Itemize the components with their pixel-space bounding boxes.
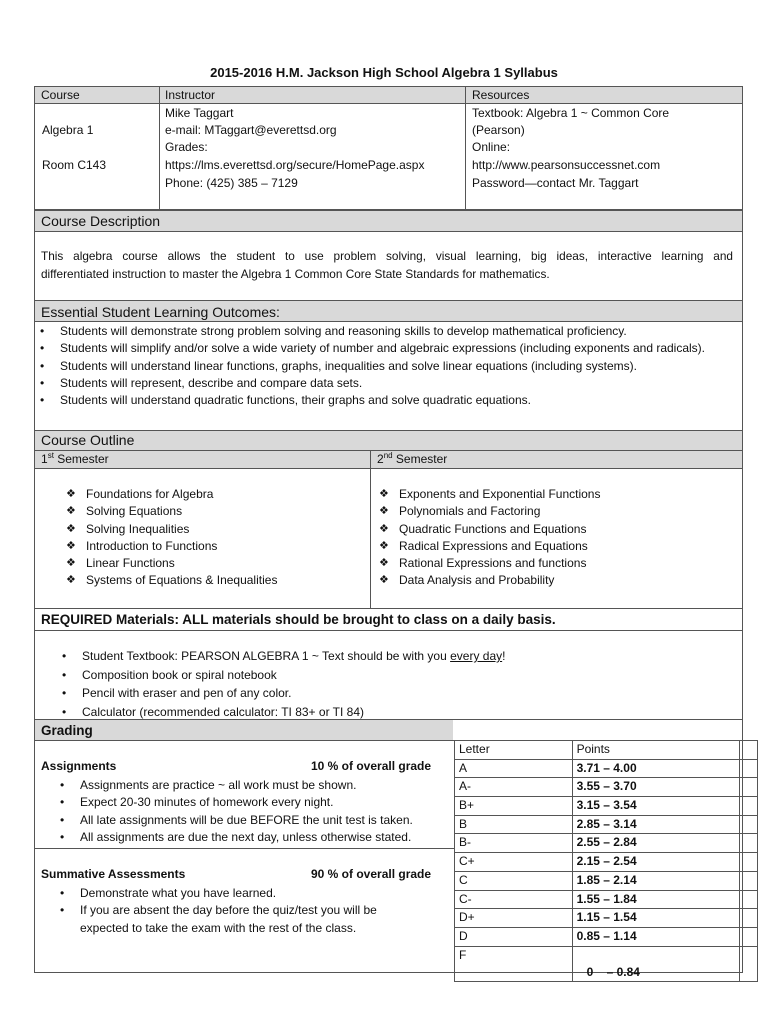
- summative-weight: 90 % of overall grade: [311, 867, 432, 881]
- points-cell: 0 – 0.84: [572, 946, 739, 981]
- description-line-1: This algebra course allows the student to use problem solving, visual learning, big ideas, interactive learning and: [41, 249, 733, 263]
- grading-scale-table: [454, 740, 758, 982]
- textbook-line: Textbook: Algebra 1 ~ Common Core: [472, 106, 670, 120]
- table-row: [455, 871, 758, 890]
- materials-list: [56, 647, 505, 721]
- topic-item: ❖ Introduction to Functions: [64, 538, 277, 555]
- semester-2-topics: [377, 486, 600, 590]
- instructor-phone: Phone: (425) 385 – 7129: [165, 176, 298, 190]
- points-cell: 2.15 – 2.54: [572, 853, 739, 872]
- course-header: Course: [41, 88, 80, 102]
- points-cell: 3.71 – 4.00: [572, 759, 739, 778]
- points-cell: 0.85 – 1.14: [572, 927, 739, 946]
- materials-heading: REQUIRED Materials: ALL materials should be brought to class on a daily basis.: [41, 612, 556, 627]
- points-cell: 3.55 – 3.70: [572, 778, 739, 797]
- topic-item: ❖ Linear Functions: [64, 555, 277, 572]
- resources-header: Resources: [472, 88, 530, 102]
- assignments-title: Assignments: [41, 759, 117, 773]
- letter-cell: C-: [455, 890, 573, 909]
- material-item: • Composition book or spiral notebook: [56, 666, 505, 685]
- letter-cell: D+: [455, 909, 573, 928]
- password-line: Password—contact Mr. Taggart: [472, 176, 639, 190]
- table-row: [455, 946, 758, 981]
- assignments-weight: 10 % of overall grade: [311, 759, 432, 773]
- topic-item: ❖ Systems of Equations & Inequalities: [64, 572, 277, 589]
- semester-1-header: 1st Semester: [41, 451, 109, 466]
- outcome-item: • Students will simplify and/or solve a wide variety of number and algebraic expressions (including exponents and radicals).: [36, 340, 716, 357]
- letter-cell: A: [455, 759, 573, 778]
- summative-rule: • If you are absent the day before the quiz/test you will be expected to take the exam with the rest of the class.: [56, 902, 416, 937]
- letter-cell: B-: [455, 834, 573, 853]
- topic-item: ❖ Radical Expressions and Equations: [377, 538, 600, 555]
- table-row: [455, 834, 758, 853]
- page-title: 2015-2016 H.M. Jackson High School Algebra 1 Syllabus: [210, 65, 558, 80]
- points-cell: 3.15 – 3.54: [572, 797, 739, 816]
- table-row: [455, 927, 758, 946]
- table-row: [455, 778, 758, 797]
- table-row: [455, 815, 758, 834]
- letter-cell: C+: [455, 853, 573, 872]
- table-row: [455, 759, 758, 778]
- topic-item: ❖ Data Analysis and Probability: [377, 572, 600, 589]
- points-cell: 2.85 – 3.14: [572, 815, 739, 834]
- course-name: Algebra 1: [42, 123, 94, 137]
- letter-cell: C: [455, 871, 573, 890]
- letter-cell: D: [455, 927, 573, 946]
- points-header: Points: [572, 741, 739, 760]
- table-row: [455, 909, 758, 928]
- points-cell: 1.55 – 1.84: [572, 890, 739, 909]
- table-row: [455, 797, 758, 816]
- grades-link[interactable]: https://lms.everettsd.org/secure/HomePage.aspx: [165, 158, 425, 172]
- topic-item: ❖ Foundations for Algebra: [64, 486, 277, 503]
- material-item: • Student Textbook: PEARSON ALGEBRA 1 ~ Text should be with you every day!: [56, 647, 505, 666]
- instructor-email[interactable]: e-mail: MTaggart@everettsd.org: [165, 123, 337, 137]
- assignments-list: [56, 777, 413, 846]
- assignment-rule: • All assignments are due the next day, unless otherwise stated.: [56, 829, 413, 846]
- outline-heading: Course Outline: [41, 432, 135, 448]
- assignment-rule: • Expect 20-30 minutes of homework every night.: [56, 794, 413, 811]
- table-row: [455, 853, 758, 872]
- summative-title: Summative Assessments: [41, 867, 186, 881]
- outcome-item: • Students will represent, describe and compare data sets.: [36, 375, 716, 392]
- material-item: • Pencil with eraser and pen of any color.: [56, 684, 505, 703]
- outcome-item: • Students will understand linear functions, graphs, inequalities and solve linear equations (including systems).: [36, 358, 716, 375]
- room-number: Room C143: [42, 158, 107, 172]
- topic-item: ❖ Exponents and Exponential Functions: [377, 486, 600, 503]
- points-cell: 1.85 – 2.14: [572, 871, 739, 890]
- instructor-name: Mike Taggart: [165, 106, 234, 120]
- letter-header: Letter: [455, 741, 573, 760]
- summative-list: [56, 885, 416, 937]
- outcome-item: • Students will understand quadratic functions, their graphs and solve quadratic equations.: [36, 392, 716, 409]
- assignment-rule: • All late assignments will be due BEFORE the unit test is taken.: [56, 812, 413, 829]
- material-item: • Calculator (recommended calculator: TI 83+ or TI 84): [56, 703, 505, 722]
- letter-cell: B+: [455, 797, 573, 816]
- topic-item: ❖ Quadratic Functions and Equations: [377, 521, 600, 538]
- grades-label: Grades:: [165, 140, 208, 154]
- semester-1-topics: [64, 486, 277, 590]
- topic-item: ❖ Polynomials and Factoring: [377, 503, 600, 520]
- description-heading: Course Description: [41, 213, 161, 229]
- grading-heading: Grading: [41, 723, 93, 738]
- topic-item: ❖ Solving Inequalities: [64, 521, 277, 538]
- points-cell: 2.55 – 2.84: [572, 834, 739, 853]
- table-row: [455, 890, 758, 909]
- letter-cell: B: [455, 815, 573, 834]
- instructor-header: Instructor: [165, 88, 216, 102]
- summative-rule: • Demonstrate what you have learned.: [56, 885, 416, 902]
- outcome-item: • Students will demonstrate strong problem solving and reasoning skills to develop mathematical proficiency.: [36, 323, 716, 340]
- online-label: Online:: [472, 140, 511, 154]
- topic-item: ❖ Solving Equations: [64, 503, 277, 520]
- points-cell: 1.15 – 1.54: [572, 909, 739, 928]
- assignment-rule: • Assignments are practice ~ all work must be shown.: [56, 777, 413, 794]
- publisher-line: (Pearson): [472, 123, 525, 137]
- outcomes-list: [36, 323, 716, 409]
- outcomes-heading: Essential Student Learning Outcomes:: [41, 304, 280, 320]
- description-line-2: differentiated instruction to master the Algebra 1 Common Core State Standards for mathematics.: [41, 267, 550, 281]
- letter-cell: A-: [455, 778, 573, 797]
- semester-2-header: 2nd Semester: [377, 451, 448, 466]
- letter-cell: F: [455, 946, 573, 981]
- online-link[interactable]: http://www.pearsonsuccessnet.com: [472, 158, 661, 172]
- table-header-row: [455, 741, 758, 760]
- topic-item: ❖ Rational Expressions and functions: [377, 555, 600, 572]
